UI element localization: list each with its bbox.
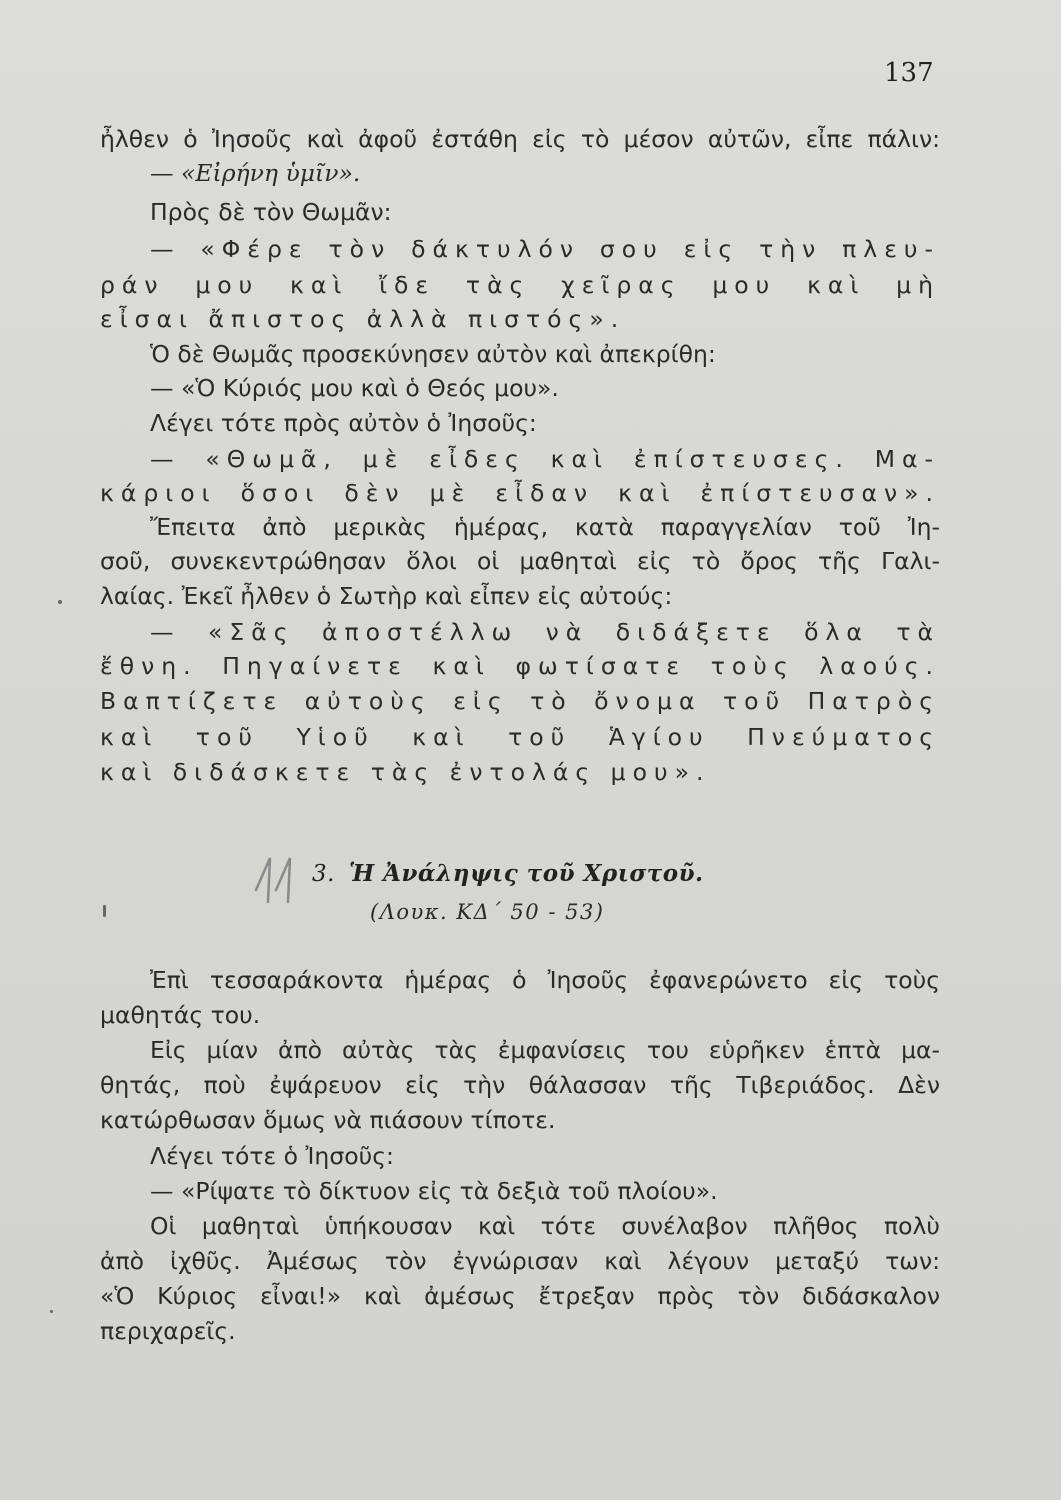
text-line: Πρὸς δὲ τὸν Θωμᾶν:	[150, 198, 392, 226]
text-line: Εἰς μίαν ἀπὸ αὐτὰς τὰς ἐμφανίσεις του εὑρῆκεν ἑπτὰ μα-	[150, 1036, 940, 1064]
section-heading	[312, 860, 704, 887]
pencil-mark-icon	[248, 850, 298, 910]
paper-speck	[50, 1310, 53, 1313]
text-line: σοῦ, συνεκεντρώθησαν ὅλοι οἱ μαθηταὶ εἰς τὸ ὄρος τῆς Γαλι-	[100, 547, 940, 575]
text-line: Ἐπὶ τεσσαράκοντα ἡμέρας ὁ Ἰησοῦς ἐφανερώνετο εἰς τοὺς	[150, 966, 940, 994]
text-line: — «Ρίψατε τὸ δίκτυον εἰς τὰ δεξιὰ τοῦ πλοίου».	[150, 1177, 718, 1205]
section-title: Ἡ Ἀνάληψις τοῦ Χριστοῦ.	[348, 860, 704, 887]
text-line: μαθητάς του.	[100, 1001, 261, 1029]
text-line: ἔθνη. Πηγαίνετε καὶ φωτίσατε τοὺς λαούς.	[100, 652, 940, 680]
text-line: περιχαρεῖς.	[100, 1317, 236, 1345]
text-line: Ὁ δὲ Θωμᾶς προσεκύνησεν αὐτὸν καὶ ἀπεκρίθη:	[150, 340, 716, 368]
text-line: εἶσαι ἄπιστος ἀλλὰ πιστός».	[100, 305, 626, 333]
text-line: Λέγει τότε πρὸς αὐτὸν ὁ Ἰησοῦς:	[150, 409, 537, 437]
text-line: θητάς, ποὺ ἐψάρευον εἰς τὴν θάλασσαν τῆς Τιβεριάδος. Δὲν	[100, 1071, 940, 1099]
text-line: ράν μου καὶ ἴδε τὰς χεῖρας μου καὶ μὴ	[100, 271, 940, 299]
text-line: Βαπτίζετε αὐτοὺς εἰς τὸ ὄνομα τοῦ Πατρὸς	[100, 687, 940, 715]
text-line: — «Θωμᾶ, μὲ εἶδες καὶ ἐπίστευσες. Μα-	[150, 445, 940, 473]
text-line: — «Σᾶς ἀποστέλλω νὰ διδάξετε ὅλα τὰ	[150, 618, 940, 646]
text-line: κατώρθωσαν ὅμως νὰ πιάσουν τίποτε.	[100, 1106, 556, 1134]
text-line: — «Φέρε τὸν δάκτυλόν σου εἰς τὴν πλευ-	[150, 235, 940, 263]
text-line: καὶ διδάσκετε τὰς ἐντολάς μου».	[100, 758, 711, 786]
text-line: «Ὁ Κύριος εἶναι!» καὶ ἀμέσως ἔτρεξαν πρὸς τὸν διδάσκαλον	[100, 1282, 940, 1310]
section-number: 3.	[312, 861, 335, 887]
page-number: 137	[884, 58, 934, 88]
text-line: — «Εἰρήνη ὑμῖν».	[150, 159, 361, 187]
paper-speck	[103, 905, 106, 917]
text-line: καὶ τοῦ Υἱοῦ καὶ τοῦ Ἁγίου Πνεύματος	[100, 723, 940, 751]
section-reference: (Λουκ. ΚΔ΄ 50 - 53)	[370, 900, 605, 924]
text-line: Οἱ μαθηταὶ ὑπήκουσαν καὶ τότε συνέλαβον πλῆθος πολὺ	[150, 1212, 940, 1240]
text-line: ἦλθεν ὁ Ἰησοῦς καὶ ἀφοῦ ἐστάθη εἰς τὸ μέσον αὐτῶν, εἶπε πάλιν:	[100, 125, 940, 153]
text-line: ἀπὸ ἰχθῦς. Ἀμέσως τὸν ἐγνώρισαν καὶ λέγουν μεταξύ των:	[100, 1247, 940, 1275]
text-line: Ἔπειτα ἀπὸ μερικὰς ἡμέρας, κατὰ παραγγελίαν τοῦ Ἰη-	[150, 513, 940, 541]
text-line: Λέγει τότε ὁ Ἰησοῦς:	[150, 1142, 394, 1170]
text-line: — «Ὁ Κύριός μου καὶ ὁ Θεός μου».	[150, 374, 559, 402]
text-line: κάριοι ὅσοι δὲν μὲ εἶδαν καὶ ἐπίστευσαν».	[100, 479, 940, 507]
paper-speck	[58, 600, 62, 604]
text-line: λαίας. Ἐκεῖ ἦλθεν ὁ Σωτὴρ καὶ εἶπεν εἰς αὐτούς:	[100, 582, 673, 610]
